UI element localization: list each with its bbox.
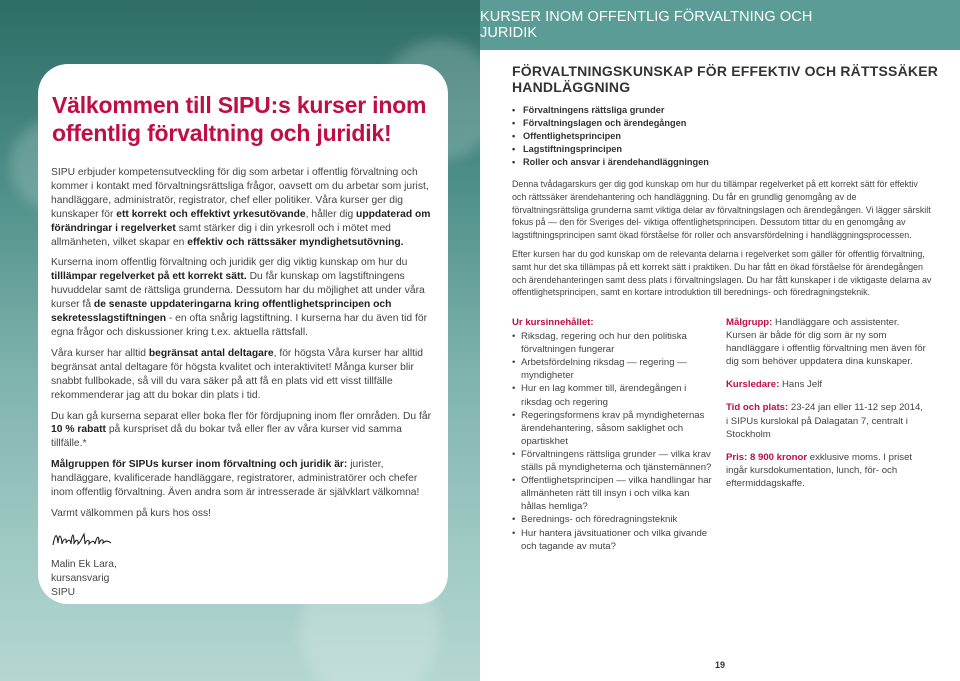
description-paragraph: Efter kursen har du god kunskap om de relevanta delarna i regelverket som gäller för offentlig förvaltning, samt hur det ska tillämpas på ett korrekt sätt i praktiken. Du har fått en ökad förståelse för ärendegången och ärendehanteringen samt dess plats i förvaltningslagen. Du har fått kunskaper i de viktigaste delarna av offentlighetsprincipen, samt en kortare introduktion till berednings- och föredragningsteknik.	[512, 248, 932, 298]
paragraph-discount: Du kan gå kurserna separat eller boka fler för fördjupning inom fler områden. Du får 10 % rabatt på kurspriset då du bokar två eller fler av våra kurser vid samma tillfälle.*	[51, 410, 432, 450]
topic-item: • Förvaltningens rättsliga grunder	[512, 104, 942, 117]
topic-item: • Roller och ansvar i ärendehandläggningen	[512, 156, 942, 169]
signature-org: SIPU	[51, 586, 76, 598]
topic-item: • Lagstiftningsprincipen	[512, 143, 942, 156]
content-item: • Berednings- och föredragningsteknik	[512, 513, 712, 526]
course-content	[512, 316, 712, 553]
time-and-place: Tid och plats: 23-24 jan eller 11-12 sep 2014, i SIPUs kurslokal på Dalagatan 7, centralt i Stockholm	[726, 402, 923, 440]
course-leader: Kursledare: Hans Jelf	[726, 379, 822, 391]
course-description	[512, 178, 932, 305]
topic-item: • Förvaltningslagen och ärendegången	[512, 117, 942, 130]
paragraph-courses: Kurserna inom offentlig förvaltning och juridik ger dig viktig kunskap om hur du tilllämpar regelverket på ett korrekt sätt. Du får kunskap om lagstiftningens huvuddelar samt de rättsliga grunderna. Dessutom har du möjlighet att under våra kurser få de senaste uppdateringarna kring offentlighetsprincipen och sekretesslagstiftningen - en ofta snårig lagstiftning. I kurserna har du även tid för egna frågor och diskussioner kring t.ex. aktuella rättsfall.	[51, 257, 428, 338]
content-label: Ur kursinnehållet:	[512, 317, 594, 328]
description-paragraph: Denna tvådagarskurs ger dig god kunskap om hur du tillämpar regelverket på ett korrekt sätt för effektiv och rättssäker ärendehantering och handläggning. Du får en grundlig genomgång av de förvaltningsrättsliga grunderna samt viktiga delar av förvaltningslagen och ärendegången. Vi lägger särskilt fokus på — den för Sveriges del- viktiga offentlighetsprincipen. Dessutom tittar du en genomgång av lagstiftningsprincipen samt ökad förståelse för roller och ansvarsfördelning i handläggningsprocessen.	[512, 179, 931, 241]
price: Pris: 8 900 kronor exklusive moms. I priset ingår kursdokumentation, lunch, för- och eftermiddagskaffe.	[726, 451, 913, 489]
content-list	[512, 330, 712, 553]
paragraph-target-group: Målgruppen för SIPUs kurser inom förvaltning och juridik är: jurister, handläggare, kvalificerade handläggare, registratorer, administratörer och chefer inom offentlig förvaltning. Även andra som är intresserade är självklart välkomna!	[51, 459, 420, 499]
right-page	[480, 0, 960, 681]
topic-list	[512, 104, 942, 169]
content-item: • Riksdag, regering och hur den politiska förvaltningen fungerar	[512, 330, 712, 356]
topic-item: • Offentlighetsprincipen	[512, 130, 942, 143]
course-title: FÖRVALTNINGSKUNSKAP FÖR EFFEKTIV OCH RÄTTSSÄKER HANDLÄGGNING	[512, 63, 939, 95]
content-item: • Förvaltningens rättsliga grunder — vilka krav ställs på myndigheterna och tjänstemännen?	[512, 448, 712, 474]
page-number: 19	[715, 660, 726, 670]
target-group: Målgrupp: Handläggare och assistenter. Kursen är både för dig som är ny som handläggare i offentlig förvaltning men även för dig som behöver uppdatera dina kunskaper.	[726, 317, 926, 368]
welcome-line: Varmt välkommen på kurs hos oss!	[51, 507, 212, 519]
welcome-card	[38, 64, 448, 604]
paragraph-participants: Våra kurser har alltid begränsat antal deltagare, för högsta Våra kurser har alltid begränsat antal deltagare för högsta kvalitet och interaktivitet! Många kurser blir snabbt fullbokade, så vill du vara säker på att få en plats vid ett visst tillfälle rekommenderar jag att du bokar din plats i tid.	[51, 347, 424, 401]
content-item: • Hur en lag kommer till, ärendegången i riksdag och regering	[512, 382, 712, 408]
section-header: KURSER INOM OFFENTLIG FÖRVALTNING OCH JURIDIK	[480, 0, 960, 50]
content-item: • Hur hantera jävsituationer och vilka givande och tagande av muta?	[512, 527, 712, 553]
paragraph-intro: SIPU erbjuder kompetensutveckling för dig som arbetar i offentlig förvaltning och kommer i kontakt med förvaltningsrättsliga frågor, oavsett om du arbetar som jurist, handläggare, administratör, registrator, chef eller politiker. Våra kurser ger dig kunskaper för ett korrekt och effektivt yrkesutövande, håller dig uppdaterad om förändringar i regelverket samt stärker dig i din yrkesroll och i mötet med allmänheten, vilket skapar en effektiv och rättssäker myndighetsutövning.	[51, 167, 431, 248]
course-facts	[726, 316, 926, 500]
content-item: • Offentlighetsprincipen — vilka handlingar har allmänheten rätt till insyn i och vilka kan hållas hemliga?	[512, 474, 712, 513]
signature-image	[51, 528, 436, 550]
content-item: • Arbetsfördelning riksdag — regering — myndigheter	[512, 356, 712, 382]
content-item: • Regeringsformens krav på myndigheternas ärendehantering, såsom saklighet och opartiskhet	[512, 409, 712, 448]
signature-role: kursansvarig	[51, 572, 110, 584]
welcome-body	[51, 166, 436, 600]
signature-name: Malin Ek Lara,	[51, 558, 117, 570]
welcome-title: Välkommen till SIPU:s kurser inom offentlig förvaltning och juridik!	[52, 92, 427, 146]
